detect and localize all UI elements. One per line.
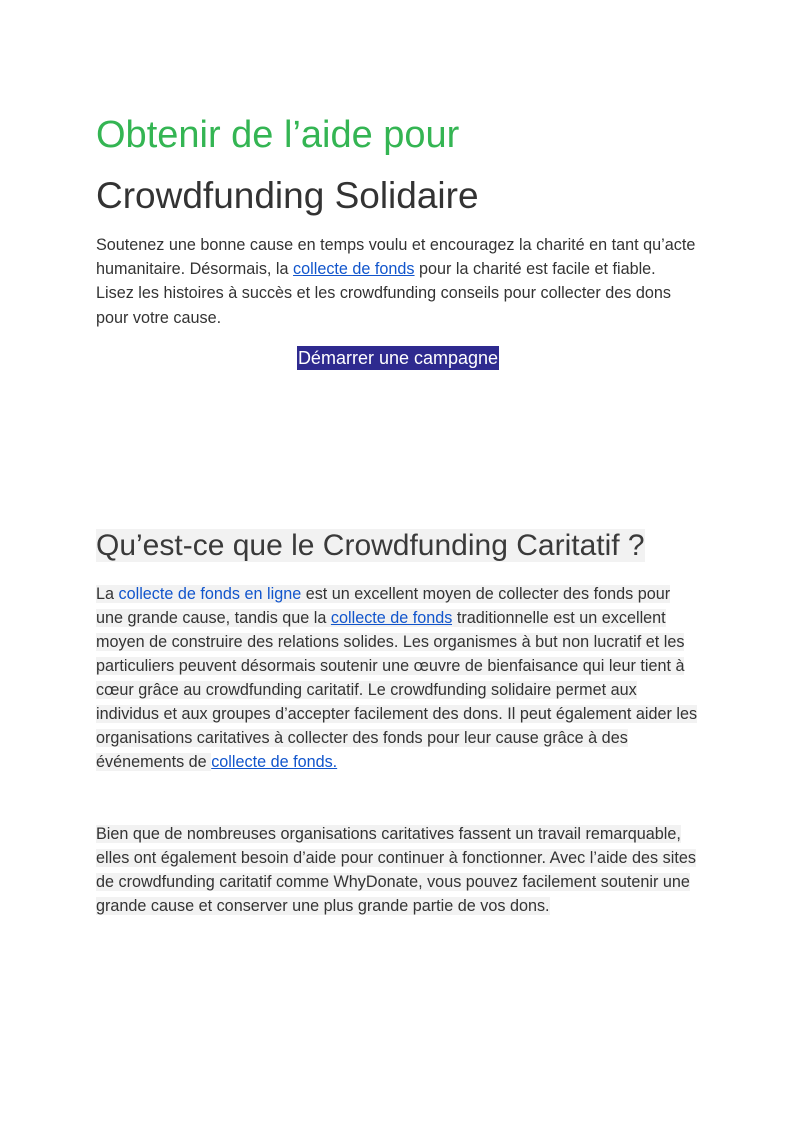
section-heading bbox=[96, 526, 645, 566]
fundraising-events-link[interactable]: collecte de fonds. bbox=[211, 753, 338, 771]
intro-paragraph bbox=[96, 233, 696, 330]
start-campaign-button[interactable]: Démarrer une campagne bbox=[297, 348, 499, 368]
paragraph-1-text-c: traditionnelle est un excellent moyen de construire des relations solides. Les organismes à but non lucratif et les particuliers peuvent désormais soutenir une œuvre de bienfaisance qui leur tient à cœur grâce au crowdfunding caritatif. Le crowdfunding solidaire permet aux individus et aux groupes d’accepter facilement des dons. Il peut également aider les organisations caritatives à collecter des fonds pour leur cause grâce à des événements de bbox=[96, 609, 698, 771]
hero-overline: Obtenir de l’aide pour bbox=[96, 114, 460, 156]
cta-container bbox=[96, 346, 700, 370]
collecte-de-fonds-link[interactable]: collecte de fonds bbox=[293, 260, 415, 279]
intro-text-end: pour la charité est facile et fiable. Lisez les histoires à succès et les crowdfunding conseils pour collecter des dons pour votre cause. bbox=[96, 260, 671, 327]
online-fundraising-link[interactable]: collecte de fonds en ligne bbox=[118, 585, 302, 603]
paragraph-2-text: Bien que de nombreuses organisations caritatives fassent un travail remarquable, elles ont également besoin d’aide pour continuer à fonctionner. Avec l’aide des sites de crowdfunding caritatif comme WhyDonate, vous pouvez facilement soutenir une grande cause et conserver une plus grande partie de vos dons. bbox=[96, 825, 696, 915]
traditional-fundraising-link[interactable]: collecte de fonds bbox=[330, 609, 453, 627]
section-heading-text: Qu’est-ce que le Crowdfunding Caritatif ? bbox=[96, 529, 645, 562]
section-paragraph-2 bbox=[96, 822, 700, 918]
paragraph-1-text-b: est un excellent moyen de collecter des fonds pour une grande cause, tandis que la bbox=[96, 585, 671, 627]
section-paragraph-1 bbox=[96, 582, 700, 774]
paragraph-1-text-a: La bbox=[96, 585, 119, 603]
intro-text-start: Soutenez une bonne cause en temps voulu et encouragez la charité en tant qu’acte humanitaire. Désormais, la bbox=[96, 236, 696, 279]
page-title: Crowdfunding Solidaire bbox=[96, 175, 479, 216]
